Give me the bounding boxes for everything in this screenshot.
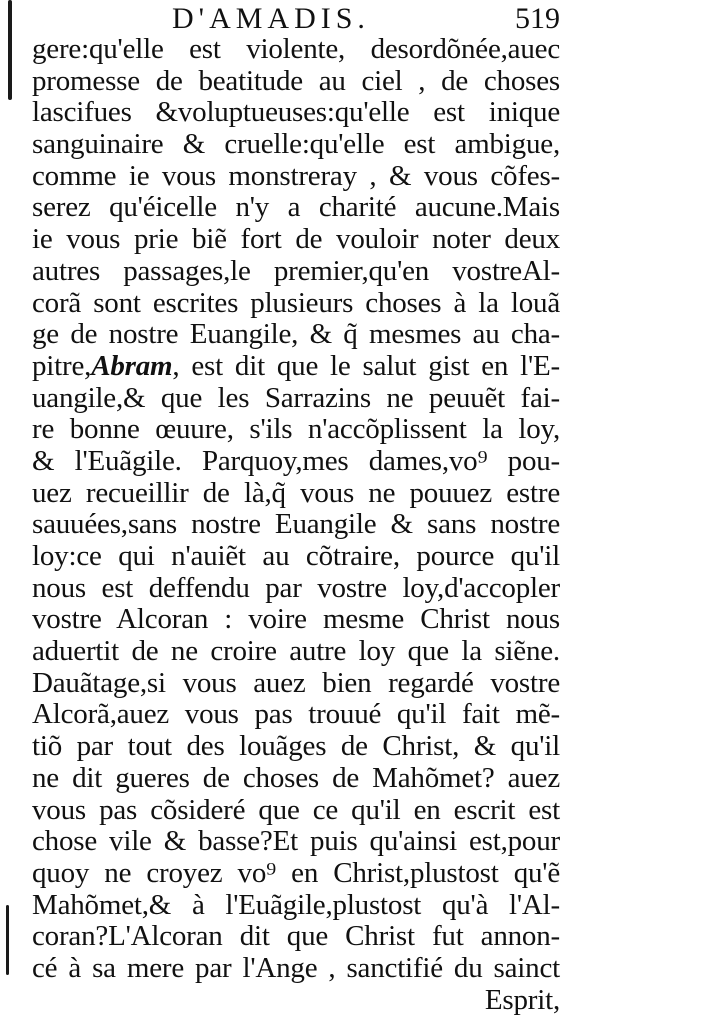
- text-line: quoy ne croyez vo⁹ en Christ,plustost qu'ẽ: [32, 856, 560, 889]
- text-line: sanguinaire & cruelle:qu'elle est ambigue,: [32, 128, 560, 161]
- catchword: Esprit,: [484, 983, 560, 1016]
- text-line: promesse de beatitude au ciel , de choses: [32, 64, 560, 97]
- text-segment: , est dit que le salut gist en l'E-: [172, 349, 560, 382]
- running-head: D'AMADIS.: [172, 2, 370, 35]
- text-line: ge de nostre Euangile, & q̃ mesmes au cha-: [32, 318, 560, 351]
- text-line: lascifues &voluptueuses:qu'elle est inique: [32, 96, 560, 129]
- text-line: chose vile & basse?Et puis qu'ainsi est,pour: [32, 825, 560, 858]
- text-line: Alcorã,auez vous pas trouué qu'il fait mẽ-: [32, 698, 560, 731]
- text-line: gere:qu'elle est violente, desordõnée,auec: [32, 33, 560, 65]
- text-line: autres passages,le premier,qu'en vostreAl-: [32, 254, 560, 287]
- text-line: uez recueillir de là,q̃ vous ne pouuez estre: [32, 476, 560, 509]
- page-edge-rule: [6, 905, 9, 975]
- page-header: [0, 2, 728, 36]
- text-line: cé à sa mere par l'Ange , sanctifié du sainct: [32, 951, 560, 984]
- text-line: loy:ce qui n'auiẽt au cõtraire, pource qu'il: [32, 540, 560, 572]
- text-line: corã sont escrites plusieurs choses à la louã: [32, 286, 560, 319]
- italic-name: Abram: [91, 349, 173, 382]
- text-line: serez qu'éicelle n'y a charité aucune.Mais: [32, 191, 560, 224]
- text-line: re bonne œuure, s'ils n'accõplissent la loy,: [32, 413, 560, 446]
- text-line: nous est deffendu par vostre loy,d'accopler: [32, 571, 560, 604]
- text-line: coran?L'Alcoran dit que Christ fut annon-: [32, 920, 560, 953]
- text-line: vostre Alcoran : voire mesme Christ nous: [32, 603, 560, 636]
- text-line: ie vous prie biẽ fort de vouloir noter deux: [32, 223, 560, 256]
- text-line: sauuées,sans nostre Euangile & sans nostre: [32, 508, 560, 541]
- text-line: uangile,& que les Sarrazins ne peuuẽt fai-: [32, 381, 560, 414]
- body-text: [32, 34, 560, 1016]
- text-line: comme ie vous monstreray , & vous cõfes-: [32, 159, 560, 192]
- text-line: & l'Euãgile. Parquoy,mes dames,vo⁹ pou-: [32, 444, 560, 477]
- text-segment: pitre,: [32, 349, 92, 382]
- text-line: Dauãtage,si vous auez bien regardé vostre: [32, 666, 560, 699]
- text-line: tiõ par tout des louãges de Christ, & qu'il: [32, 730, 560, 763]
- text-line: [32, 351, 560, 383]
- text-line: Mahõmet,& à l'Euãgile,plustost qu'à l'Al-: [32, 888, 560, 921]
- page-number: 519: [515, 2, 560, 35]
- text-line: ne dit gueres de choses de Mahõmet? auez: [32, 761, 560, 794]
- text-line: vous pas cõsideré que ce qu'il en escrit est: [32, 793, 560, 826]
- text-line: aduertit de ne croire autre loy que la siẽne.: [32, 635, 560, 668]
